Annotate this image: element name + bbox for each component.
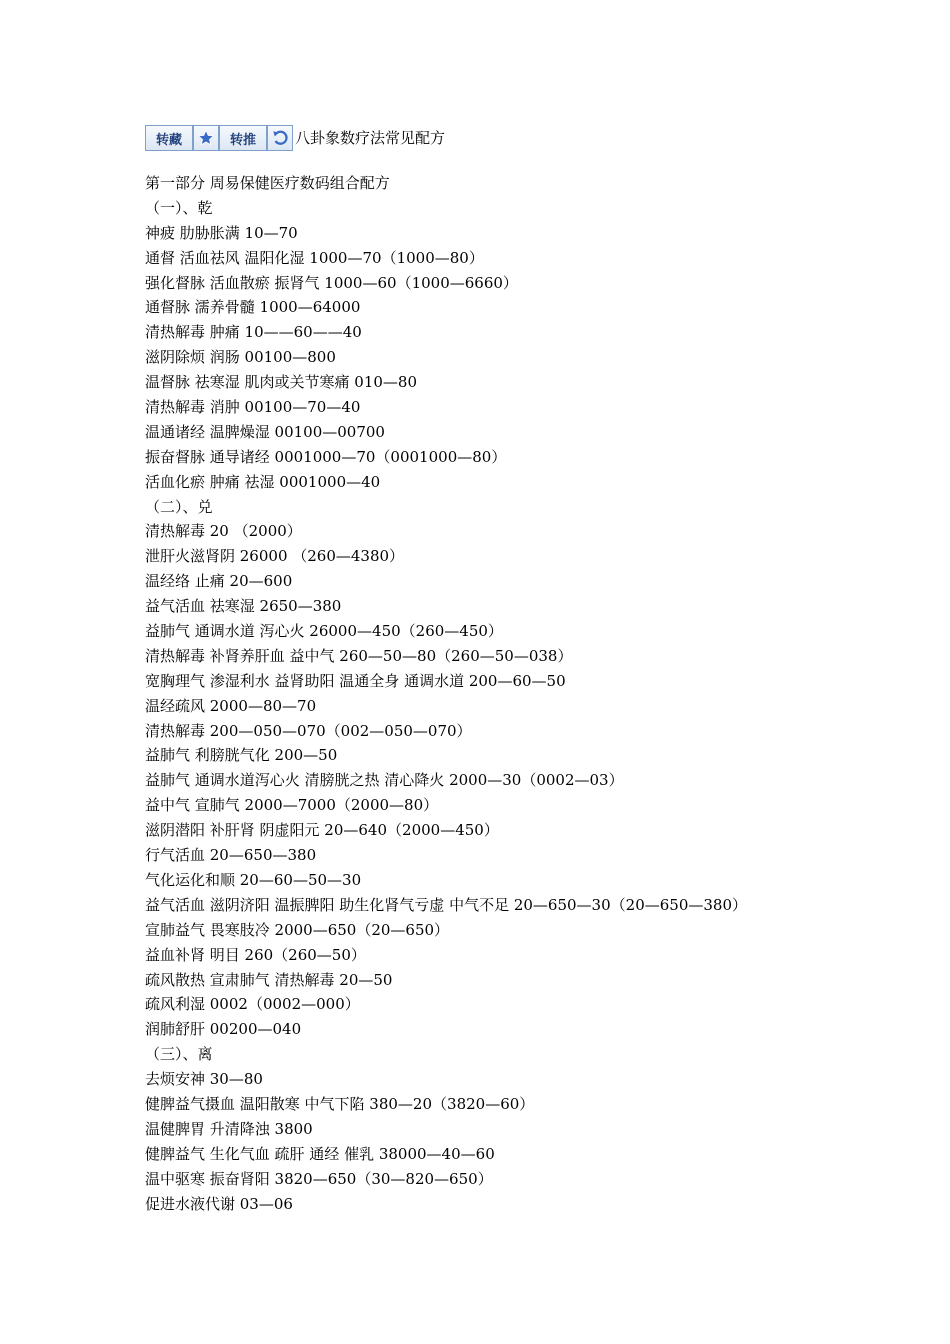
text-line: 促进水液代谢 03—06 (145, 1194, 293, 1213)
text-line: 温通诸经 温脾燥湿 00100—00700 (145, 422, 385, 441)
text-line: 疏风散热 宣肃肺气 清热解毒 20—50 (145, 970, 393, 989)
text-line: 滋阴潜阳 补肝肾 阴虚阳元 20—640（2000—450） (145, 821, 499, 840)
text-line: 滋阴除烦 润肠 00100—800 (145, 348, 336, 367)
text-line: 气化运化和顺 20—60—50—30 (145, 870, 362, 889)
text-line: 温中驱寒 振奋肾阳 3820—650（30—820—650） (145, 1169, 493, 1188)
text-line: 温经络 止痛 20—600 (145, 572, 293, 591)
share-toolbar (145, 125, 293, 151)
text-line: 健脾益气摄血 温阳散寒 中气下陷 380—20（3820—60） (145, 1094, 535, 1113)
collect-button[interactable]: 转藏 (145, 125, 193, 151)
title-row (145, 123, 905, 153)
text-line: 宽胸理气 渗湿利水 益肾助阳 温通全身 通调水道 200—60—50 (145, 671, 566, 690)
text-line: 强化督脉 活血散瘀 振肾气 1000—60（1000—6660） (145, 273, 518, 292)
text-line: 通督 活血祛风 温阳化湿 1000—70（1000—80） (145, 248, 484, 267)
text-line: 清热解毒 肿痛 10——60——40 (145, 323, 362, 342)
document-body (145, 171, 905, 1216)
text-line: 益气活血 滋阴济阳 温振脾阳 助生化肾气亏虚 中气不足 20—650—30（20—650—380） (145, 895, 747, 914)
text-line: 润肺舒肝 00200—040 (145, 1020, 302, 1039)
text-line: 去烦安神 30—80 (145, 1070, 263, 1089)
text-line: （一）、乾 (145, 198, 213, 217)
text-line: 清热解毒 20 （2000） (145, 522, 302, 541)
text-line: 温督脉 祛寒湿 肌肉或关节寒痛 010—80 (145, 373, 418, 392)
text-line: 温经疏风 2000—80—70 (145, 696, 317, 715)
text-line: （二）、兑 (145, 497, 213, 516)
text-line: 神疲 肋胁胀满 10—70 (145, 223, 298, 242)
text-line: 益肺气 通调水道 泻心火 26000—450（260—450） (145, 622, 503, 641)
text-line: 疏风利湿 0002（0002—000） (145, 995, 360, 1014)
page-title: 八卦象数疗法常见配方 (295, 129, 446, 147)
text-line: 健脾益气 生化气血 疏肝 通经 催乳 38000—40—60 (145, 1144, 495, 1163)
text-line: 益血补肾 明目 260（260—50） (145, 945, 366, 964)
text-line: 益中气 宣肺气 2000—7000（2000—80） (145, 796, 439, 815)
text-line: 清热解毒 补肾养肝血 益中气 260—50—80（260—50—038） (145, 646, 573, 665)
text-line: 行气活血 20—650—380 (145, 846, 317, 865)
text-line: 清热解毒 200—050—070（002—050—070） (145, 721, 472, 740)
text-line: 通督脉 濡养骨髓 1000—64000 (145, 298, 361, 317)
text-line: 振奋督脉 通导诸经 0001000—70（0001000—80） (145, 447, 507, 466)
text-line: 益肺气 利膀胱气化 200—50 (145, 746, 338, 765)
star-icon-glyph (197, 129, 215, 147)
text-line: 益气活血 祛寒湿 2650—380 (145, 597, 342, 616)
text-line: 宣肺益气 畏寒肢冷 2000—650（20—650） (145, 920, 450, 939)
text-line: 活血化瘀 肿痛 祛湿 0001000—40 (145, 472, 381, 491)
back-arrow-icon-glyph (271, 129, 289, 147)
document-page (145, 123, 905, 1216)
text-line: 第一部分 周易保健医疗数码组合配方 (145, 174, 390, 192)
text-line: 益肺气 通调水道泻心火 清膀胱之热 清心降火 2000—30（0002—03） (145, 771, 624, 790)
share-button[interactable]: 转推 (219, 125, 267, 151)
star-icon[interactable] (193, 125, 219, 151)
text-line: （三）、离 (145, 1045, 213, 1064)
text-line: 泄肝火滋肾阴 26000 （260—4380） (145, 547, 405, 566)
text-line: 温健脾胃 升清降浊 3800 (145, 1119, 313, 1138)
text-line: 清热解毒 消肿 00100—70—40 (145, 398, 361, 417)
back-arrow-icon[interactable] (267, 125, 293, 151)
